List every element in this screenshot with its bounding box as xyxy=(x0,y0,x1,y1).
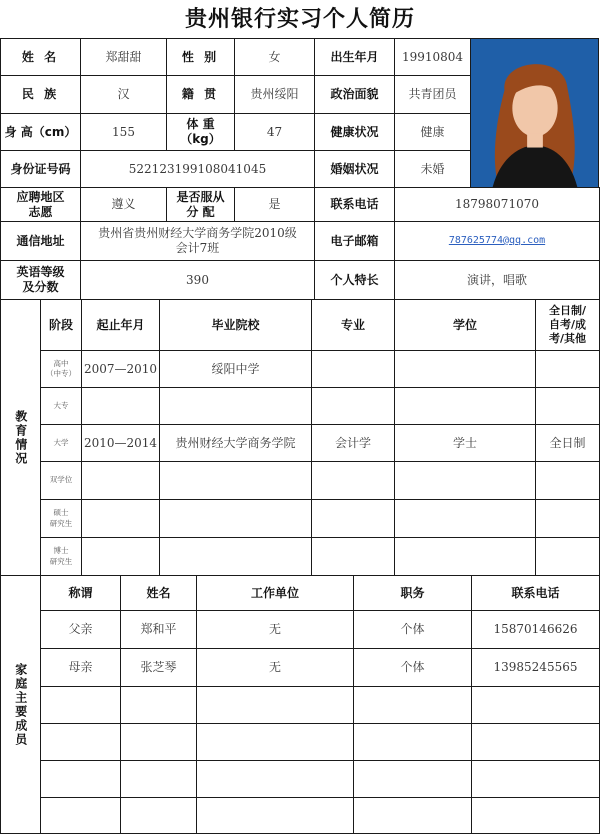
edu-row-period: 2010—2014 xyxy=(81,424,160,462)
edu-header-type-line2: 自考/成 xyxy=(548,318,587,332)
label-id-number: 身份证号码 xyxy=(0,150,81,188)
family-section-label xyxy=(0,575,41,834)
edu-header-stage: 阶段 xyxy=(40,299,82,351)
family-row-employer xyxy=(196,686,354,724)
label-marital-status: 婚姻状况 xyxy=(314,150,395,188)
value-name: 郑甜甜 xyxy=(80,38,167,76)
label-ethnicity: 民 族 xyxy=(0,75,81,114)
edu-row-major xyxy=(311,499,395,538)
family-row-name xyxy=(120,723,197,761)
label-specialty: 个人特长 xyxy=(314,260,395,300)
label-email: 电子邮箱 xyxy=(314,221,395,261)
edu-row-degree xyxy=(394,350,536,388)
edu-header-school: 毕业院校 xyxy=(159,299,312,351)
edu-row-period xyxy=(81,461,160,500)
edu-header-period: 起止年月 xyxy=(81,299,160,351)
family-row-name: 郑和平 xyxy=(120,610,197,649)
edu-stage-line1: 大专 xyxy=(53,400,69,410)
edu-stage-line2: 研究生 xyxy=(49,556,73,566)
education-section-label xyxy=(0,299,41,576)
edu-row-period xyxy=(81,499,160,538)
family-section-text: 家庭主要成员 xyxy=(13,662,28,747)
edu-row-major xyxy=(311,537,395,576)
label-english-line2: 及分数 xyxy=(22,280,59,294)
value-birth: 19910804 xyxy=(394,38,471,76)
family-row-name: 张芝琴 xyxy=(120,648,197,687)
edu-row-type xyxy=(535,350,600,388)
label-phone: 联系电话 xyxy=(314,187,395,222)
family-row-position xyxy=(353,723,472,761)
family-row-name xyxy=(120,760,197,798)
value-email-cell xyxy=(394,221,600,261)
family-row-relation: 父亲 xyxy=(40,610,121,649)
value-address xyxy=(80,221,315,261)
family-header-position: 职务 xyxy=(353,575,472,611)
edu-stage-line1: 大学 xyxy=(53,437,69,447)
label-weight-line1: 体 重 xyxy=(186,117,215,131)
edu-stage-line1: 博士 xyxy=(53,546,69,556)
edu-row-major: 会计学 xyxy=(311,424,395,462)
label-weight-line2: （kg） xyxy=(180,132,221,146)
family-row-employer xyxy=(196,760,354,798)
family-row-phone xyxy=(471,797,600,834)
edu-row-type xyxy=(535,499,600,538)
value-accept-assignment: 是 xyxy=(234,187,315,222)
edu-row-degree xyxy=(394,461,536,500)
edu-row-school xyxy=(159,537,312,576)
family-row-phone xyxy=(471,723,600,761)
applicant-photo xyxy=(470,38,599,188)
label-address: 通信地址 xyxy=(0,221,81,261)
edu-stage-line2: （中专） xyxy=(46,369,76,378)
label-health: 健康状况 xyxy=(314,113,395,151)
family-row-phone: 15870146626 xyxy=(471,610,600,649)
family-row-relation xyxy=(40,723,121,761)
label-political-status: 政治面貌 xyxy=(314,75,395,114)
family-row-employer: 无 xyxy=(196,648,354,687)
family-row-name xyxy=(120,686,197,724)
edu-row-period xyxy=(81,537,160,576)
education-section-text: 教育情况 xyxy=(13,409,28,466)
family-row-relation: 母亲 xyxy=(40,648,121,687)
family-row-relation xyxy=(40,760,121,798)
label-english-level xyxy=(0,260,81,300)
value-height: 155 xyxy=(80,113,167,151)
edu-row-school: 贵州财经大学商务学院 xyxy=(159,424,312,462)
family-row-name xyxy=(120,797,197,834)
label-birth: 出生年月 xyxy=(314,38,395,76)
family-row-position: 个体 xyxy=(353,648,472,687)
edu-row-school xyxy=(159,387,312,425)
label-native-place: 籍 贯 xyxy=(166,75,235,114)
label-assign-line2: 分 配 xyxy=(186,204,215,219)
value-specialty: 演讲，唱歌 xyxy=(394,260,600,300)
portrait-icon xyxy=(471,39,598,187)
label-name: 姓 名 xyxy=(0,38,81,76)
edu-row-stage xyxy=(40,499,82,538)
label-gender: 性 别 xyxy=(166,38,235,76)
value-native-place: 贵州绥阳 xyxy=(234,75,315,114)
edu-row-stage xyxy=(40,461,82,500)
edu-stage-line1: 双学位 xyxy=(49,475,73,485)
edu-row-major xyxy=(311,350,395,388)
edu-row-degree: 学士 xyxy=(394,424,536,462)
family-row-phone xyxy=(471,686,600,724)
edu-row-type xyxy=(535,461,600,500)
family-row-phone: 13985245565 xyxy=(471,648,600,687)
edu-row-school xyxy=(159,461,312,500)
label-region-line1: 应聘地区 xyxy=(16,189,65,204)
edu-row-stage xyxy=(40,387,82,425)
value-weight: 47 xyxy=(234,113,315,151)
edu-header-degree: 学位 xyxy=(394,299,536,351)
label-height: 身 高（cm） xyxy=(0,113,81,151)
edu-header-study-type xyxy=(535,299,600,351)
label-assign-line1: 是否服从 xyxy=(176,189,225,204)
edu-row-period: 2007—2010 xyxy=(81,350,160,388)
family-row-employer: 无 xyxy=(196,610,354,649)
edu-stage-line1: 硕士 xyxy=(53,508,69,518)
family-header-relation: 称谓 xyxy=(40,575,121,611)
edu-row-stage xyxy=(40,424,82,462)
value-address-line1: 贵州省贵州财经大学商务学院2010级 xyxy=(98,226,297,240)
value-english-level: 390 xyxy=(80,260,315,300)
edu-row-school xyxy=(159,499,312,538)
edu-row-type xyxy=(535,387,600,425)
edu-header-type-line1: 全日制/ xyxy=(548,304,587,318)
edu-row-stage xyxy=(40,350,82,388)
edu-row-major xyxy=(311,461,395,500)
label-region-line2: 志愿 xyxy=(28,204,53,219)
edu-row-degree xyxy=(394,537,536,576)
edu-header-major: 专业 xyxy=(311,299,395,351)
value-address-line2: 会计7班 xyxy=(175,241,220,255)
family-row-position xyxy=(353,686,472,724)
edu-row-school: 绥阳中学 xyxy=(159,350,312,388)
edu-row-period xyxy=(81,387,160,425)
resume-title: 贵州银行实习个人简历 xyxy=(184,7,415,32)
family-row-phone xyxy=(471,760,600,798)
edu-stage-line2: 研究生 xyxy=(49,518,73,528)
family-row-employer xyxy=(196,723,354,761)
family-row-relation xyxy=(40,797,121,834)
edu-row-degree xyxy=(394,387,536,425)
edu-row-degree xyxy=(394,499,536,538)
label-weight xyxy=(166,113,235,151)
family-header-name: 姓名 xyxy=(120,575,197,611)
label-accept-assignment xyxy=(166,187,235,222)
family-row-position xyxy=(353,760,472,798)
value-gender: 女 xyxy=(234,38,315,76)
edu-row-stage xyxy=(40,537,82,576)
value-email-link[interactable]: 787625774@qq.com xyxy=(448,234,546,246)
family-header-phone: 联系电话 xyxy=(471,575,600,611)
value-region-preference: 遵义 xyxy=(80,187,167,222)
value-id-number: 522123199108041045 xyxy=(80,150,315,188)
edu-row-major xyxy=(311,387,395,425)
edu-header-type-line3: 考/其他 xyxy=(548,331,587,345)
family-row-position xyxy=(353,797,472,834)
value-phone: 18798071070 xyxy=(394,187,600,222)
family-header-employer: 工作单位 xyxy=(196,575,354,611)
edu-row-type xyxy=(535,537,600,576)
value-ethnicity: 汉 xyxy=(80,75,167,114)
value-marital-status: 未婚 xyxy=(394,150,471,188)
label-english-line1: 英语等级 xyxy=(16,265,65,279)
edu-stage-line1: 高中 xyxy=(53,358,69,368)
value-health: 健康 xyxy=(394,113,471,151)
label-region-preference xyxy=(0,187,81,222)
value-political-status: 共青团员 xyxy=(394,75,471,114)
family-row-employer xyxy=(196,797,354,834)
edu-row-type: 全日制 xyxy=(535,424,600,462)
family-row-relation xyxy=(40,686,121,724)
photo-neck xyxy=(527,134,543,148)
family-row-position: 个体 xyxy=(353,610,472,649)
